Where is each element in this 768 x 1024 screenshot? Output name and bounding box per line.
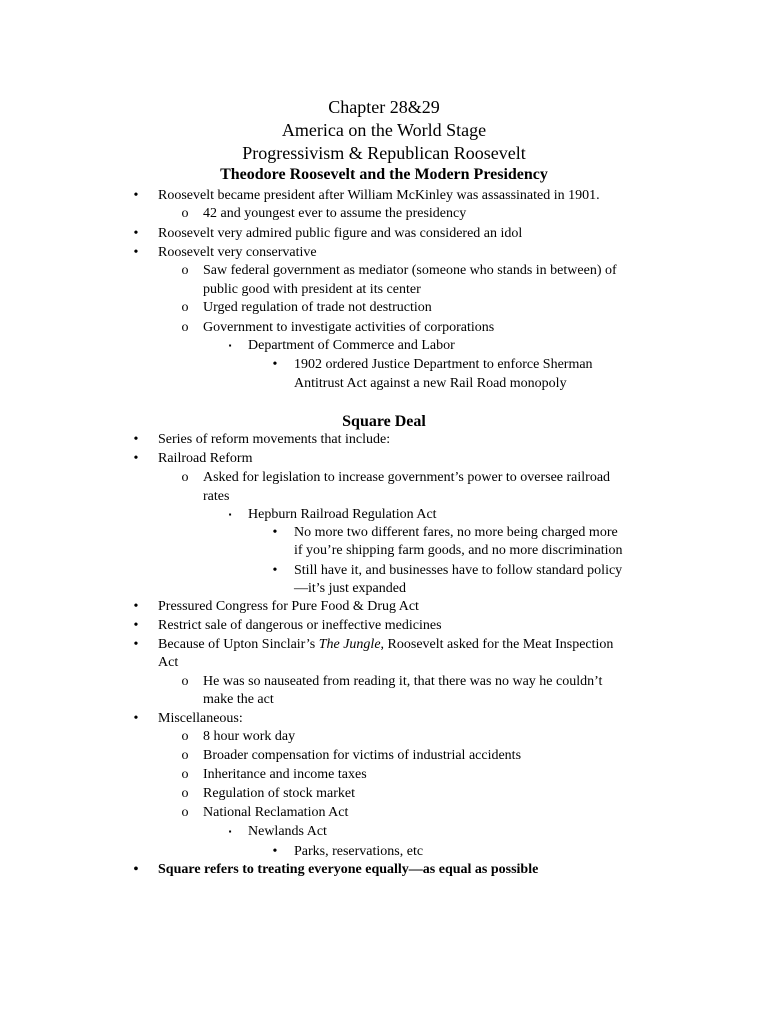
circle-marker: o [181, 748, 189, 763]
circle-marker: o [181, 674, 189, 689]
circle-marker: o [181, 263, 189, 278]
chapter-title: Chapter 28&29 [328, 97, 440, 117]
unit-title: America on the World Stage [281, 120, 487, 140]
bullet-marker: • [272, 357, 278, 372]
square-marker: ▪ [228, 341, 232, 350]
bullet-marker: • [133, 432, 139, 447]
bullet-marker: • [133, 711, 139, 726]
bullet-marker: • [133, 245, 139, 260]
circle-marker: o [181, 300, 189, 315]
circle-marker: o [181, 786, 189, 801]
topic-title: Progressivism & Republican Roosevelt [242, 143, 526, 163]
circle-marker: o [181, 206, 189, 221]
bullet-marker: • [133, 637, 139, 652]
bullet-marker: • [272, 844, 278, 859]
title-block [0, 96, 768, 185]
bullet-marker: • [133, 226, 139, 241]
book-title: The Jungle [318, 637, 381, 652]
circle-marker: o [181, 470, 189, 485]
section-heading-square-deal: Square Deal [342, 413, 426, 430]
bullet-marker: • [133, 451, 139, 466]
bullet-marker: • [133, 618, 139, 633]
circle-marker: o [181, 767, 189, 782]
section-heading-roosevelt: Theodore Roosevelt and the Modern Presidency [220, 166, 548, 183]
square-marker: ▪ [228, 827, 232, 836]
bullet-marker: • [133, 862, 139, 877]
bullet-marker: • [133, 188, 139, 203]
circle-marker: o [181, 320, 189, 335]
bullet-marker: • [272, 563, 278, 578]
circle-marker: o [181, 805, 189, 820]
circle-marker: o [181, 729, 189, 744]
document-page: Chapter 28&29 America on the World Stage Progressivism & Republican Roosevelt Theodore Roosevelt and the Modern Presidency • Roosevelt became president after William McKinley was assassinated in 1901. o 42 and youngest ever to assume the presidency • Roosevelt very admired public figure and was considered an idol • Roosevelt very conservative o Saw federal government as mediator (someone who stands in between) of public good with president at its center o Urged regulation of trade not destruction o Government to investigate activities of corporations ▪ Department of Commerce and Labor • 1902 ordered Justice Department to enforce Sherman Antitrust Act against a new Rail Road monopoly Square Deal • Series of reform movements that include: • Railroad Reform o Asked for legislation to increase government’s power to oversee railroad rates ▪ Hepburn Railroad Regulation Act • No more two different fares, no more being charged more if you’re shipping farm goods, and no more discrimination • Still have it, and businesses have to follow standard policy —it’s just expanded • Pressured Congress for Pure Food & Drug Act • Restrict sale of dangerous or ineffective medicines • Because of Upton Sinclair’s The Jungle, Roosevelt asked for the Meat Inspection Act o He was so nauseated from reading it, that there was no way he couldn’t make the act • Miscellaneous: o 8 hour work day o Broader compensation for victims of industrial accidents o Inheritance and income taxes o Regulation of stock market o National Reclamation Act ▪ Newlands Act • Parks, reservations, etc • Square refers to treating everyone equally—as equal as possible [0, 0, 768, 1024]
square-marker: ▪ [228, 510, 232, 519]
bullet-marker: • [133, 599, 139, 614]
bullet-marker: • [272, 525, 278, 540]
